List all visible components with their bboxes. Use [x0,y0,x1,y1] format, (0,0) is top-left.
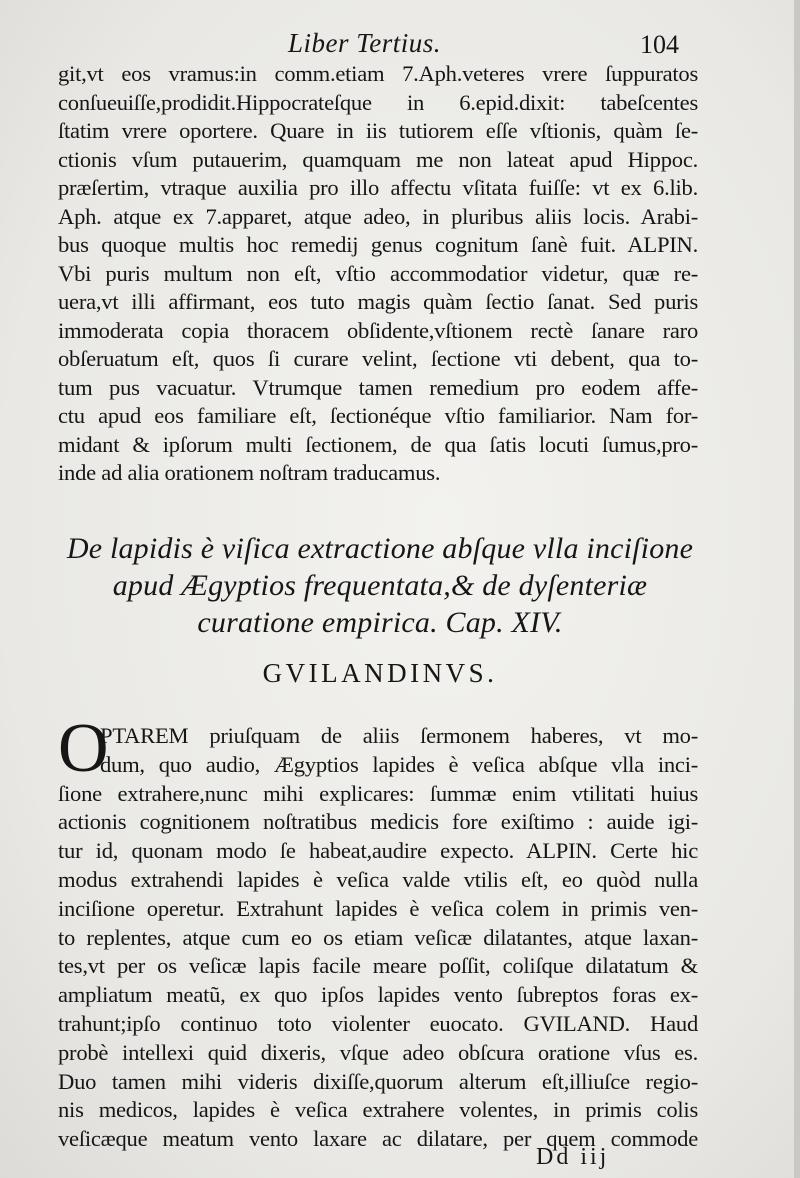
text-line: inde ad alia orationem noſtram traducamus. [58,460,441,485]
text-line: actionis cognitionem noſtratibus medicis fore exiſtimo : auide igi- [58,809,698,835]
signature-mark: Dd iij [536,1144,610,1170]
text-line: Duo tamen mihi videris dixiſſe,quorum alterum eſt,illiuſce regio- [58,1068,698,1094]
text-line: immoderata copia thoracem obſidente,vſtionem rectè ſanare raro [58,317,698,343]
text-line: ctionis vſum putauerim, quamquam me non lateat apud Hippoc. [58,146,698,172]
text-line: Aph. atque ex 7.apparet, atque adeo, in pluribus aliis locis. Arabi- [58,203,698,229]
text-line: to replentes, atque cum eo os etiam veſicæ dilatantes, atque laxan- [58,924,698,950]
dialogue-paragraph [58,722,698,1154]
speaker-heading: GVILANDINVS. [262,658,498,688]
running-title: Liber Tertius. [288,28,442,58]
text-line: ſione extrahere,nunc mihi explicares: ſummæ enim vtilitati huius [58,780,698,806]
text-line: tum pus vacuatur. Vtrumque tamen remedium pro eodem affe- [58,374,698,400]
page-edge [794,0,800,1178]
text-line: tur id, quonam modo ſe habeat,audire expecto. ALPIN. Certe hic [58,838,698,864]
text-line: ampliatum meatũ, ex quo ipſos lapides vento ſubreptos foras ex- [58,982,698,1008]
chapter-title [0,530,760,641]
paragraph-continued [58,60,698,488]
folio-number: 104 [640,30,679,59]
text-line: dum, quo audio, Ægyptios lapides è veſica abſque vlla inci- [100,751,698,777]
text-line: midant & ipſorum multi ſectionem, de qua ſatis locuti ſumus,pro- [58,431,698,457]
chapter-title-line: De lapidis è viſica extractione abſque vlla inciſione [66,532,694,565]
text-line: tes,vt per os veſicæ lapis facile meare poſſit, coliſque dilatatum & [58,953,698,979]
text-line: uera,vt illi affirmant, eos tuto magis quàm ſectio ſanat. Sed puris [58,289,698,314]
text-line: præſertim, vtraque auxilia pro illo affectu vſitata fuiſſe: vt ex 6.lib. [58,175,698,200]
text-line: conſueuiſſe,prodidit.Hippocrateſque in 6.epid.dixit: tabeſcentes [58,89,698,115]
drop-cap: O [58,710,109,787]
text-line: nis medicos, lapides è veſica extrahere volentes, in primis colis [58,1097,698,1123]
text-line: bus quoque multis hoc remedij genus cognitum ſanè fuit. ALPIN. [58,232,698,257]
text-line: ctu apud eos familiare eſt, ſectionéque vſtio familiarior. Nam for- [58,403,698,428]
chapter-title-line: curatione empirica. Cap. XIV. [197,606,563,639]
text-line: Vbi puris multum non eſt, vſtio accommodatior videtur, quæ re- [58,260,698,286]
text-line: veſicæque meatum vento laxare ac dilatare, per quem commode [58,1126,698,1152]
running-head [0,28,800,62]
text-line: probè intellexi quid dixeris, vſque adeo obſcura oratione vſus es. [58,1039,698,1065]
text-line: obſeruatum eſt, quos ſi curare velint, ſectione vti debent, qua to- [58,346,698,371]
text-line: inciſione operetur. Extrahunt lapides è veſica colem in primis ven- [58,895,698,921]
text-line: ſtatim vrere oportere. Quare in iis tutiorem eſſe vſtionis, quàm ſe- [58,118,698,143]
text-line: PTAREM priuſquam de aliis ſermonem haberes, vt mo- [100,723,698,748]
chapter-title-line: apud Ægyptios frequentata,& de dyſenteriæ [112,569,648,602]
text-line: git,vt eos vramus:in comm.etiam 7.Aph.veteres vrere ſuppuratos [58,61,698,86]
text-line: trahunt;ipſo continuo toto violenter euocato. GVILAND. Haud [58,1010,698,1036]
text-line: modus extrahendi lapides è veſica valde vtilis eſt, eo quòd nulla [58,866,698,892]
